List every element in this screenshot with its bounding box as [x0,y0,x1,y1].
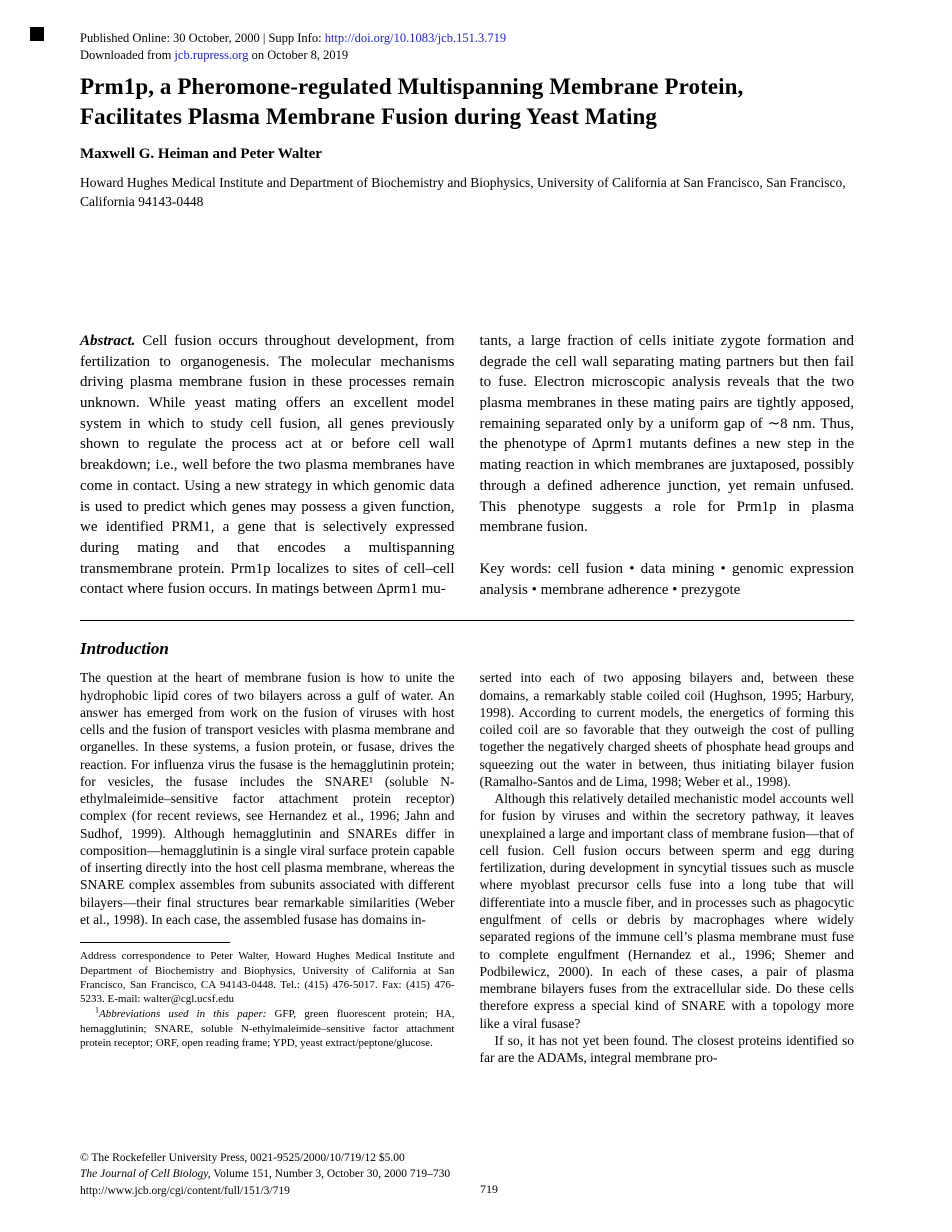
published-online-line [80,30,854,47]
abstract-body-left: Cell fusion occurs throughout development, from fertilization to organogenesis. The molecular mechanisms driving plasma membrane fusion in these processes remain unknown. While yeast mating offers an excellent model system in which to study cell fusion, all genes previously shown to regulate the process act at or before cell wall breakdown; i.e., well before the two plasma membranes have come in contact. Using a new strategy in which genomic data is used to predict which genes may possess a given function, we identified PRM1, a gene that is selectively expressed during mating and that encodes a multispanning transmembrane protein. Prm1p localizes to sites of cell–cell contact where fusion occurs. In matings between Δprm1 mu- [80,333,455,598]
download-header [80,30,854,63]
intro-paragraph-4: If so, it has not yet been found. The closest proteins identified so far are the ADAMs, integral membrane pro- [479,1032,854,1066]
intro-paragraph-1: The question at the heart of membrane fusion is how to unite the hydrophobic lipid cores of two bilayers across a gulf of water. An answer has emerged from work on the fusion of viruses with host cells and the fusion of transport vesicles with plasma membrane and organelles. In these systems, a fusion protein, or fusase, drives the reaction. For influenza virus the fusase is the hemagglutinin protein; for vesicles, the fusase includes the SNARE¹ (soluble N-ethylmaleimide–sensitive factor attachment protein receptor) complex (for recent reviews, see Hernandez et al., 1996; Jahn and Sudhof, 1999). Although hemagglutinin and SNAREs differ in composition—hemagglutinin is a single viral surface protein capable of inserting directly into the host cell plasma membrane, whereas the SNARE complex assembles from subunits associated with different bilayers—their final structures bear remarkable similarities (Weber et al., 1998). In each case, the assembled fusase has domains in- [80,670,455,927]
footnote-block [80,942,455,1050]
journal-info-rest: Volume 151, Number 3, October 30, 2000 719–730 [210,1168,451,1181]
abstract-label: Abstract. [80,333,136,350]
correspondence-note: Address correspondence to Peter Walter, Howard Hughes Medical Institute and Department of Biochemistry and Biophysics, University of California at San Francisco, San Francisco, CA 94143-0448. Tel.: (415) 476-5017. Fax: (415) 476-5233. E-mail: walter@cgl.ucsf.edu [80,950,455,1006]
keywords [480,559,855,600]
intro-paragraph-3: Although this relatively detailed mechanistic model accounts well for fusion by viruses and within the secretory pathway, it leaves unexplained a large and important class of membrane fusion—that of cell fusion. Cell fusion occurs between sperm and egg during fertilization, during development in syncytial tissues such as muscle where myoblast precursor cells fuse into a long tube that will differentiate into a muscle fiber, and in processes such as phagocytic engulfment of cells or debris by macrophages where widely separated regions of the immune cell’s plasma membrane must fuse to complete engulfment (Hernandez et al., 1996; Shemer and Podbilewicz, 2000). In each of these cases, a pair of plasma membrane bilayers fuses from the extracellular side. Do these cells therefore express a special kind of SNARE with a topology more like a viral fusase? [479,791,854,1031]
intro-paragraph-2: serted into each of two apposing bilayers and, between these domains, a remarkably stable coiled coil (Hughson, 1995; Harbury, 1998). According to current models, the energetics of forming this coiled coil are so favorable that they outweigh the cost of pulling together the negatively charged sheets of phosphate head groups and squeezing out the water in between, thus initiating bilayer fusion (Ramalho-Santos and de Lima, 1998; Weber et al., 1998). [479,670,854,789]
downloaded-line [80,47,854,64]
abbreviations-text: GFP, green fluorescent protein; HA, hemagglutinin; SNARE, soluble N-ethylmaleimide–sensitive factor attachment protein receptor; ORF, open reading frame; YPD, yeast extract/peptone/glucose. [80,1008,455,1050]
paper-title-line1: Prm1p, a Pheromone-regulated Multispanning Membrane Protein, [80,74,744,99]
paper-title-line2: Facilitates Plasma Membrane Fusion during Yeast Mating [80,104,657,130]
abstract-column-left [80,331,455,600]
abstract-text-right: tants, a large fraction of cells initiate zygote formation and degrade the cell wall separating mating partners but then fail to fuse. Electron microscopic analysis reveals that the two plasma membranes in these mating pairs are tightly apposed, remaining separated only by a uniform gap of ∼8 nm. Thus, the phenotype of Δprm1 mutants defines a new step in the mating reaction in which membranes are juxtaposed, possibly through a defined adherence junction, yet remain unfused. This phenotype suggests a role for Prm1p in plasma membrane fusion. [479,333,854,536]
introduction-heading: Introduction [80,639,169,659]
intro-column-left [80,669,455,1066]
supp-info-link[interactable]: http://doi.org/10.1083/jcb.151.3.719 [324,31,507,45]
footnote-rule [80,942,230,943]
page-number: 719 [480,1182,498,1196]
journal-footer [80,1150,450,1199]
keywords-label: Key words: [479,560,552,577]
corner-crop-mark [30,27,44,41]
published-online-text: Published Online: 30 October, 2000 | Supp Info: [80,31,325,45]
paper-content [80,30,854,1066]
keywords-text: cell fusion • data mining • genomic expression analysis • membrane adherence • prezygote [479,560,854,598]
journal-name: The Journal of Cell Biology, [80,1168,211,1181]
journal-info-line [80,1166,450,1182]
footnote-marker: 1 [95,1005,99,1015]
section-divider [80,620,854,621]
introduction-columns [80,669,854,1066]
abbreviations-label: Abbreviations used in this paper: [99,1008,267,1021]
authors: Maxwell G. Heiman and Peter Walter [80,145,322,162]
abstract-text-left [80,331,455,600]
intro-column-right [480,669,855,1066]
affiliation: Howard Hughes Medical Institute and Department of Biochemistry and Biophysics, University of California at San Francisco, San Francisco, California 94143-0448 [80,174,846,209]
abbreviations-note [80,1007,455,1050]
downloaded-suffix-text: on October 8, 2019 [248,47,349,62]
copyright-line: © The Rockefeller University Press, 0021-9525/2000/10/719/12 $5.00 [80,1152,405,1165]
abstract-column-right [480,331,855,600]
paper-title [80,72,854,133]
journal-site-link[interactable]: jcb.rupress.org [174,47,249,62]
abstract-section [80,331,854,600]
article-url: http://www.jcb.org/cgi/content/full/151/3/719 [80,1184,290,1197]
downloaded-prefix-text: Downloaded from [80,47,175,62]
